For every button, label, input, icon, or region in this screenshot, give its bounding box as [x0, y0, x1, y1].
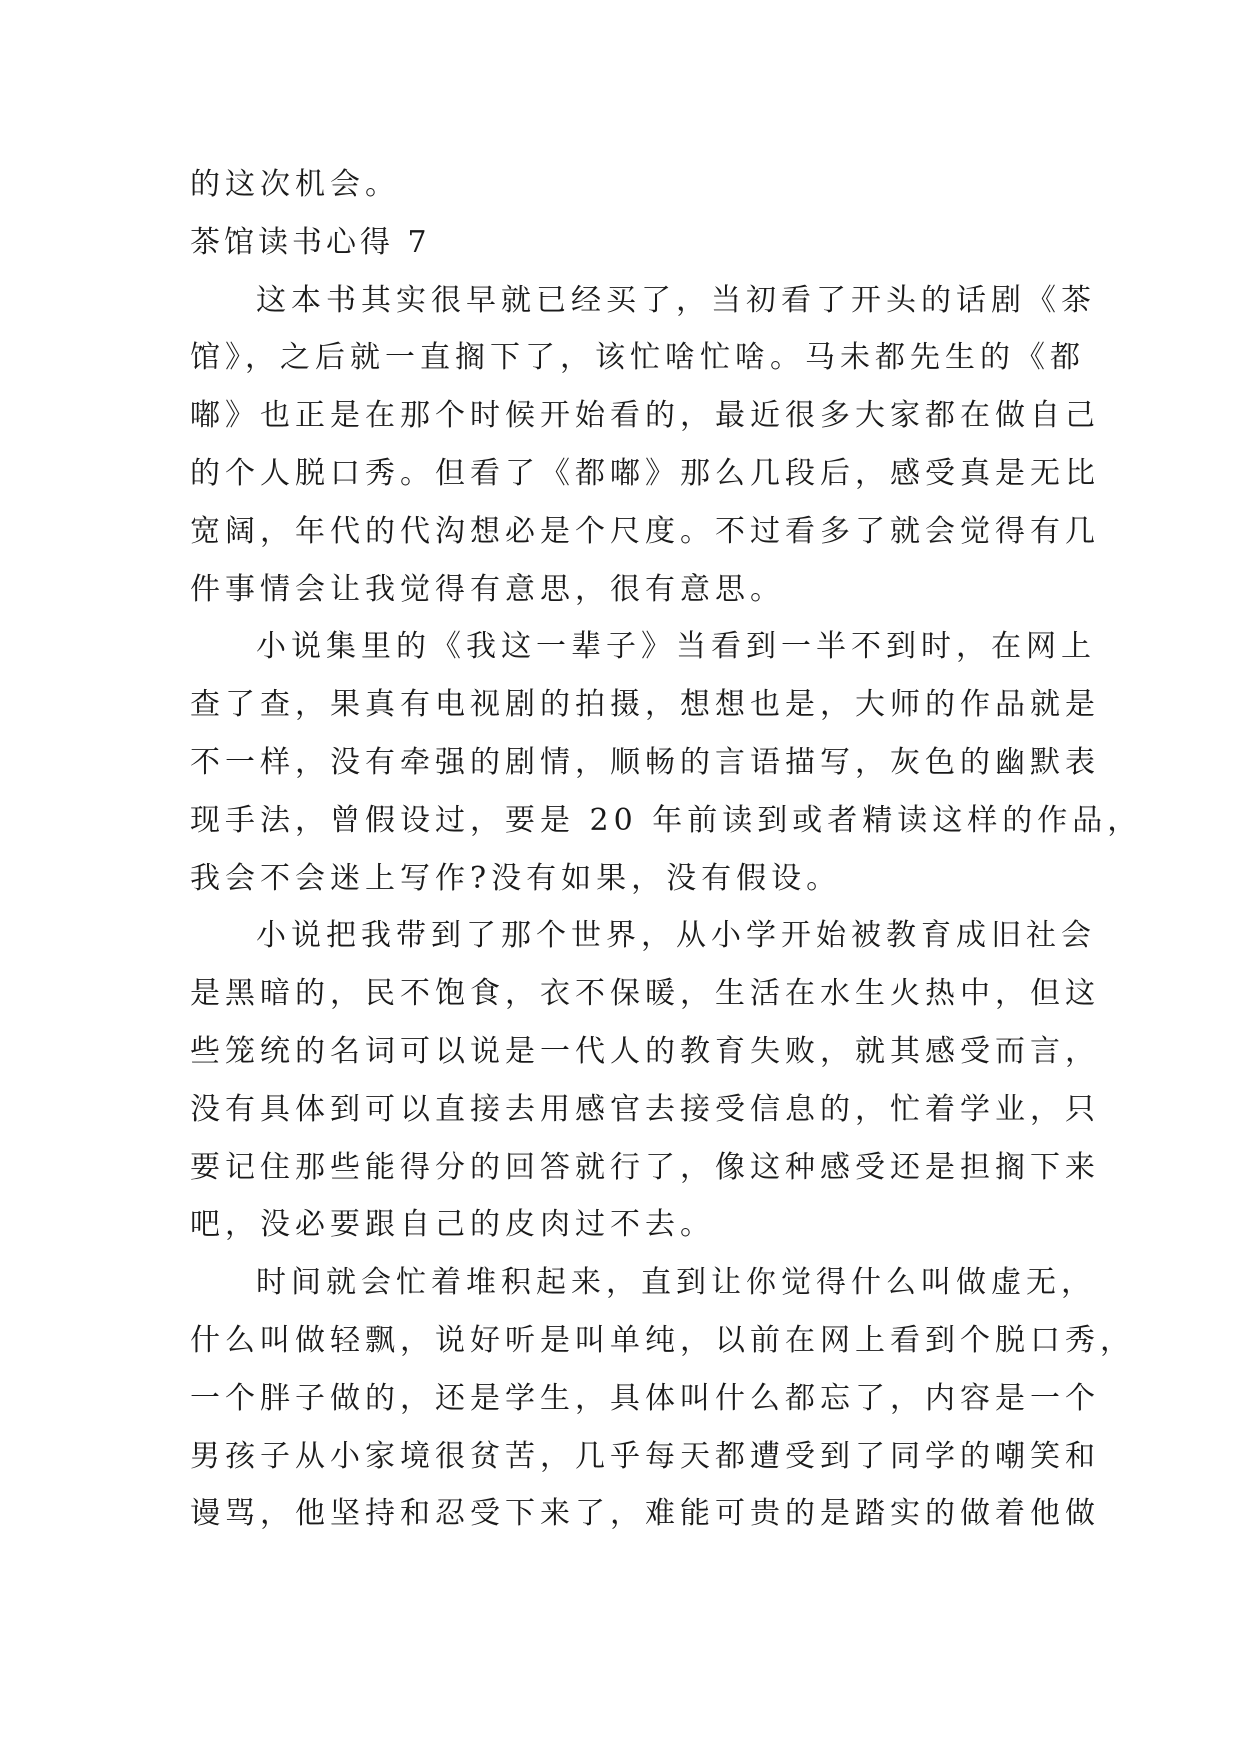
- text-line: 一个胖子做的，还是学生，具体叫什么都忘了，内容是一个: [190, 1380, 1100, 1416]
- text-line: 些笼统的名词可以说是一代人的教育失败，就其感受而言，: [190, 1033, 1100, 1069]
- text-line: 没有具体到可以直接去用感官去接受信息的，忙着学业，只: [190, 1091, 1100, 1127]
- text-line: 要记住那些能得分的回答就行了，像这种感受还是担搁下来: [190, 1149, 1100, 1185]
- text-line: 的这次机会。: [190, 167, 400, 202]
- text-line: 什么叫做轻飘，说好听是叫单纯，以前在网上看到个脱口秀，: [190, 1322, 1135, 1358]
- text-line: 件事情会让我觉得有意思，很有意思。: [190, 571, 785, 607]
- text-line: 吧，没必要跟自己的皮肉过不去。: [190, 1207, 715, 1243]
- document-body: [190, 156, 1143, 1543]
- text-line: 的个人脱口秀。但看了《都嘟》那么几段后，感受真是无比: [190, 455, 1100, 491]
- text-line: 不一样，没有牵强的剧情，顺畅的言语描写，灰色的幽默表: [190, 744, 1100, 780]
- text-line: 现手法，曾假设过，要是 20 年前读到或者精读这样的作品，: [190, 802, 1143, 838]
- text-line: 是黑暗的，民不饱食，衣不保暖，生活在水生火热中，但这: [190, 976, 1100, 1012]
- paragraph-first-line: 小说把我带到了那个世界，从小学开始被教育成旧社会: [256, 918, 1096, 954]
- text-line: 我会不会迷上写作?没有如果，没有假设。: [190, 860, 842, 896]
- text-line: 男孩子从小家境很贫苦，几乎每天都遭受到了同学的嘲笑和: [190, 1438, 1100, 1474]
- section-heading: 茶馆读书心得 7: [190, 224, 431, 260]
- text-line: 谩骂，他坚持和忍受下来了，难能可贵的是踏实的做着他做: [190, 1496, 1100, 1532]
- paragraph-first-line: 这本书其实很早就已经买了，当初看了开头的话剧《茶: [256, 282, 1096, 318]
- text-line: 查了查，果真有电视剧的拍摄，想想也是，大师的作品就是: [190, 687, 1100, 723]
- paragraph-first-line: 时间就会忙着堆积起来，直到让你觉得什么叫做虚无，: [256, 1265, 1096, 1301]
- paragraph-first-line: 小说集里的《我这一辈子》当看到一半不到时，在网上: [256, 629, 1096, 665]
- text-line: 宽阔，年代的代沟想必是个尺度。不过看多了就会觉得有几: [190, 513, 1100, 549]
- text-line: 馆》，之后就一直搁下了，该忙啥忙啥。马未都先生的《都: [190, 340, 1085, 376]
- text-line: 嘟》也正是在那个时候开始看的，最近很多大家都在做自己: [190, 398, 1100, 434]
